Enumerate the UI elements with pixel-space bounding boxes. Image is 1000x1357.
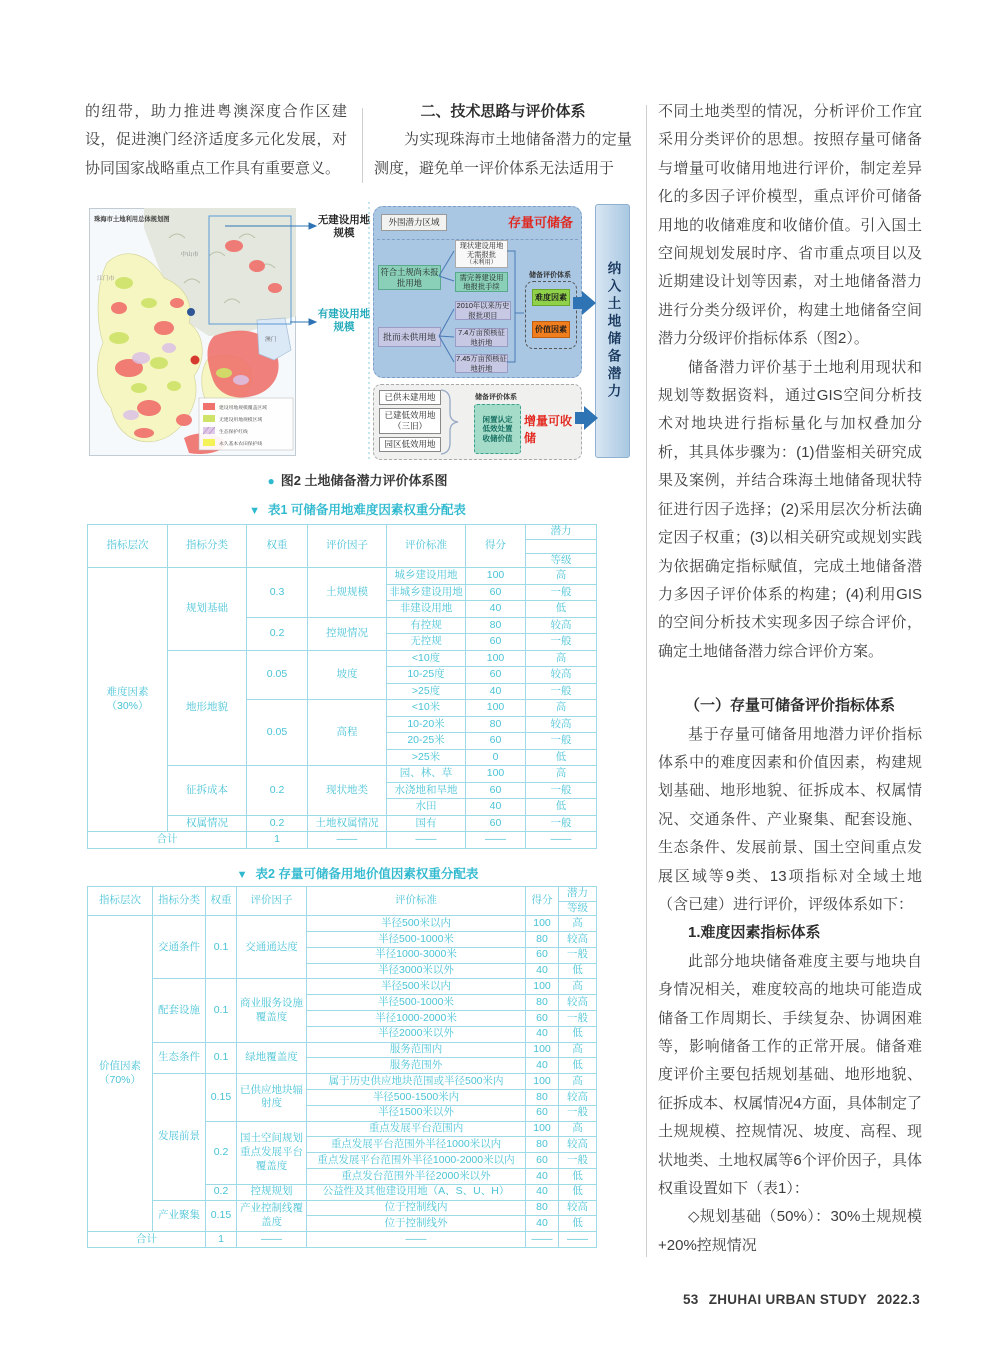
table-cell: 40 — [526, 1058, 559, 1074]
eval-system-label-stock: 储备评价体系 — [529, 272, 571, 279]
table-cell: 0.15 — [206, 1074, 237, 1121]
table-cell: 100 — [526, 1042, 559, 1058]
table-cell: 0.05 — [247, 650, 308, 700]
table-cell: 发展前景 — [153, 1074, 206, 1200]
table-cell: —— — [526, 832, 597, 849]
table-cell: 较高 — [559, 932, 597, 948]
spacer — [658, 666, 922, 692]
table-cell: 40 — [526, 1216, 559, 1232]
table-cell: 重点发展平台范围内 — [307, 1121, 526, 1137]
node-line: 闲置认定 — [482, 414, 513, 424]
table-cell: 交通通达度 — [237, 916, 307, 979]
table-cell: 城乡建设用地 — [387, 568, 466, 585]
table-row — [88, 1200, 597, 1216]
figure-2-land-reserve-evaluation — [85, 200, 630, 465]
map-title: 珠海市土地利用总体规划图 — [94, 216, 170, 223]
paragraph: 为实现珠海市土地储备潜力的定量测度，避免单一评价体系无法适用于 — [374, 131, 632, 177]
table-cell: 1 — [206, 1232, 237, 1248]
table-cell: 0.05 — [247, 700, 308, 766]
node-line: 低效处置 — [482, 424, 513, 434]
column-header: 指标层次 — [88, 525, 168, 568]
table-cell: 10-25度 — [387, 667, 466, 684]
paragraph: 基于存量可储备用地潜力评价指标体系中的难度因素和价值因素，构建规划基础、地形地貌、征拆成本、权属情况、交通条件、产业聚集、配套设施、生态条件、发展前景、国土空间重点发展区域等9类、13项指标对全域土地（含已建）进行评价，评级体系如下： — [658, 725, 922, 913]
table-cell: 地形地貌 — [168, 650, 247, 766]
table-cell: 40 — [526, 1026, 559, 1042]
eval-factors-box — [525, 281, 577, 349]
bar-label: 纳入土地储备潜力 — [605, 261, 621, 401]
table-cell: 1 — [247, 832, 308, 849]
node-line: （未利用） — [466, 259, 497, 267]
column-header: 指标分类 — [153, 887, 206, 916]
table-cell: 交通条件 — [153, 916, 206, 979]
table-cell: —— — [466, 832, 526, 849]
table-cell: 高 — [526, 650, 597, 667]
table-cell: 产业控制线覆盖度 — [237, 1200, 307, 1232]
table-cell: 低 — [559, 963, 597, 979]
column-header: 得分 — [466, 525, 526, 568]
column-header: 等级 — [526, 553, 597, 568]
legend-label: 生态保护红线 — [219, 430, 248, 435]
table-cell: 低 — [526, 749, 597, 766]
table-cell: 现状地类 — [308, 766, 387, 816]
map-label-macau: 澳门 — [265, 337, 277, 343]
text-column-1 — [85, 98, 347, 183]
table-cell: 40 — [466, 799, 526, 816]
table-cell: 80 — [466, 617, 526, 634]
table-cell: 位于控制线外 — [307, 1216, 526, 1232]
table-cell: 高 — [526, 766, 597, 783]
column-header: 评价因子 — [308, 525, 387, 568]
map-legend — [199, 398, 293, 450]
table-cell: —— — [526, 1232, 559, 1248]
paragraph: 不同土地类型的情况，分析评价工作宜采用分类评价的思想。按照存量可储备与增量可收储用地进行评价，制定差异化的多因子评价模型，重点评价可储备用地的收储难度和收储价值。引入国土空间规划发展时序、省市重点项目以及近期建设计划等因素，对土地储备潜力进行分类分级评价，构建土地储备空间潜力分级评价指标体系（图2）。 — [658, 103, 922, 348]
section-heading: 二、技术思路与评价体系 — [420, 103, 586, 120]
page-number: 53 — [683, 1292, 699, 1307]
caption-text: 图2 土地储备潜力评价体系图 — [280, 473, 448, 488]
table-cell: —— — [387, 832, 466, 849]
column-divider-left — [362, 108, 363, 183]
value-factor-node: 价值因素 — [532, 321, 570, 338]
pre-approved-745-node: 7.45万亩预核征地折地 — [456, 354, 507, 373]
table-cell: —— — [559, 1232, 597, 1248]
callout-construction-label: 有建设用地规模 — [317, 308, 371, 333]
table-cell: 半径500米以内 — [307, 916, 526, 932]
table-cell: 100 — [526, 979, 559, 995]
table-cell: —— — [307, 1232, 526, 1248]
column-header: 评价标准 — [307, 887, 526, 916]
table-cell: 较高 — [526, 617, 597, 634]
figure-caption — [85, 470, 630, 489]
table-cell: 服务范围外 — [307, 1058, 526, 1074]
table-cell: 高 — [559, 1121, 597, 1137]
table-cell: 80 — [526, 1137, 559, 1153]
paragraph: 储备潜力评价基于土地利用现状和规划等数据资料，通过GIS空间分析技术对地块进行指标量化与加权叠加分析，其具体步骤为：(1)借鉴相关研究成果及案例，并结合珠海土地储备现状特征进行因子选择；(2)采用层次分析法确定因子权重；(3)以相关研究或规划实践为依据确定指标赋值，完成土地储备潜力多因子评价体系的构建；(4)利用GIS的空间分析技术实现多因子综合评价，确定土地储备潜力综合评价方案。 — [658, 358, 922, 660]
column-header: 评价标准 — [387, 525, 466, 568]
table-cell: 60 — [526, 1011, 559, 1027]
table-cell: 0.2 — [247, 617, 308, 650]
column-header: 等级 — [559, 901, 597, 916]
table-cell: 100 — [466, 568, 526, 585]
paragraph: 的纽带，助力推进粤澳深度合作区建设，促进澳门经济适度多元化发展，对协同国家战略重点工作具有重要意义。 — [85, 103, 347, 177]
idle-disposal-value-node — [474, 404, 521, 454]
table-cell: 征拆成本 — [168, 766, 247, 816]
table-cell: 国有 — [387, 815, 466, 832]
table-cell: 60 — [526, 947, 559, 963]
table-cell: 合计 — [88, 1232, 206, 1248]
table-cell: 20-25米 — [387, 733, 466, 750]
table-cell: 低 — [559, 1169, 597, 1185]
table-cell: <10米 — [387, 700, 466, 717]
table-cell: 重点发展平台范围外半径1000-2000米以内 — [307, 1153, 526, 1169]
node-line: 现状建设用地 — [459, 241, 504, 251]
table-cell: 60 — [526, 1105, 559, 1121]
table-cell: 无控规 — [387, 634, 466, 651]
caption-bullet-icon: ● — [267, 474, 275, 488]
table-cell: 难度因素（30%） — [88, 568, 168, 832]
park-low-efficiency-node: 园区低效用地 — [379, 437, 441, 452]
table-row — [88, 979, 597, 995]
table-cell: 0 — [466, 749, 526, 766]
table-cell: 控规情况 — [308, 617, 387, 650]
issue-number: 2022.3 — [876, 1292, 920, 1307]
table-cell: 半径3000米以外 — [307, 963, 526, 979]
table-cell: 80 — [526, 995, 559, 1011]
table-cell: 一般 — [526, 634, 597, 651]
table-cell: 0.1 — [206, 979, 237, 1042]
supplied-unbuilt-node: 已供未建用地 — [379, 390, 441, 405]
paragraph: 此部分地块储备难度主要与地块自身情况相关，难度较高的地块可能造成储备工作周期长、手续复杂、协调困难等，影响储备工作的正常开展。储备难度评价主要包括规划基础、地形地貌、征拆成本、权属情况4方面，具体制定了土规规模、控规情况、坡度、高程、现状地类、土地权属等6个评价因子，具体权重设置如下（表1）： — [658, 952, 922, 1198]
table-cell: 10-20米 — [387, 716, 466, 733]
table-total-row — [88, 1232, 597, 1248]
table-cell: 40 — [526, 1169, 559, 1185]
table-cell: 土规规模 — [308, 568, 387, 618]
text-column-3 — [658, 98, 922, 1260]
table-cell: 半径500-1000米 — [307, 995, 526, 1011]
legend-label: 无建设用地规模区域 — [219, 418, 263, 423]
table2-title-text: 表2 存量可储备用地价值因素权重分配表 — [255, 867, 479, 881]
table-cell: 高程 — [308, 700, 387, 766]
table-cell: 重点发展平台范围外半径1000米以内 — [307, 1137, 526, 1153]
table-row — [88, 1074, 597, 1090]
table-cell: 较高 — [559, 1137, 597, 1153]
eval-system-label-increment: 储备评价体系 — [475, 394, 517, 401]
table-cell: 高 — [559, 979, 597, 995]
map-label-zhongshan: 中山市 — [181, 252, 199, 258]
column-header: 得分 — [526, 887, 559, 916]
built-low-efficiency-node: 已建低效用地（三旧） — [379, 408, 441, 434]
column-header: 权重 — [247, 525, 308, 568]
legend-label: 永久基本农田保护线 — [219, 442, 263, 447]
table-cell: 100 — [526, 1121, 559, 1137]
table-cell: 0.2 — [247, 766, 308, 816]
table-cell: 40 — [526, 963, 559, 979]
legend-label: 建设用地规模覆盖区域 — [219, 406, 267, 411]
table-cell: 60 — [466, 634, 526, 651]
table-cell: 生态条件 — [153, 1042, 206, 1074]
difficulty-factor-node: 难度因素 — [532, 289, 570, 306]
table-cell: 半径500米以内 — [307, 979, 526, 995]
table-cell: 坡度 — [308, 650, 387, 700]
land-reserve-potential-bar — [595, 204, 630, 458]
since-2010-node: 2010年以来历史报批项目 — [456, 301, 510, 320]
table-cell: 规划基础 — [168, 568, 247, 651]
table-cell: 有控规 — [387, 617, 466, 634]
pre-approved-74-node: 7.4万亩预核征地折地 — [455, 328, 508, 347]
table-cell: 国土空间规划重点发展平台覆盖度 — [237, 1121, 307, 1184]
journal-name: ZHUHAI URBAN STUDY — [708, 1292, 867, 1307]
table-cell: 绿地覆盖度 — [237, 1042, 307, 1074]
table-cell: —— — [237, 1232, 307, 1248]
fit-plan-unapproved-node: 符合土规尚未报批用地 — [378, 265, 441, 290]
stock-reservable-section — [373, 206, 582, 378]
triangle-marker-icon: ▼ — [249, 505, 260, 517]
column-header: 指标层次 — [88, 887, 153, 916]
table-cell: 100 — [466, 650, 526, 667]
table-cell: >25米 — [387, 749, 466, 766]
table-cell: 80 — [526, 1090, 559, 1106]
table-cell: 已供应地块辐射度 — [237, 1074, 307, 1121]
table-cell: 60 — [526, 1153, 559, 1169]
table-cell: 权属情况 — [168, 815, 247, 832]
table-cell: 100 — [526, 1074, 559, 1090]
table-cell: 重点发台范围外半径2000米以外 — [307, 1169, 526, 1185]
current-construction-node — [455, 240, 508, 268]
table-cell: 公益性及其他建设用地（A、S、U、H） — [307, 1184, 526, 1200]
table-row — [88, 568, 597, 585]
column-divider-right — [646, 105, 647, 1257]
outer-potential-zone-node: 外围潜力区域 — [381, 214, 447, 231]
value-factor-weight-table — [87, 886, 597, 1248]
page-footer — [677, 1292, 920, 1307]
table-cell: 一般 — [559, 1011, 597, 1027]
table-cell: 0.2 — [206, 1121, 237, 1184]
map-blue-marker — [187, 308, 195, 316]
table-cell: 0.2 — [206, 1184, 237, 1200]
subsection-heading: （一）存量可储备评价指标体系 — [684, 697, 895, 715]
table-cell: 高 — [559, 1042, 597, 1058]
table-row — [88, 916, 597, 932]
table2-title — [85, 864, 630, 882]
column-header: 评价因子 — [237, 887, 307, 916]
table-cell: 高 — [526, 700, 597, 717]
legend-swatch-farmland — [203, 439, 215, 446]
table-cell: 低 — [559, 1058, 597, 1074]
table-cell: 土地权属情况 — [308, 815, 387, 832]
table-cell: 商业服务设施覆盖度 — [237, 979, 307, 1042]
table-cell: 一般 — [526, 683, 597, 700]
column-header: 潜力 — [559, 887, 597, 902]
node-line: 收储价值 — [482, 433, 513, 443]
table1-title-text: 表1 可储备用地难度因素权重分配表 — [267, 503, 466, 517]
table-cell: 40 — [526, 1184, 559, 1200]
table-cell: 产业聚集 — [153, 1200, 206, 1232]
table-cell: 60 — [466, 584, 526, 601]
table-cell: 较高 — [526, 667, 597, 684]
table-cell: 半径1000-2000米 — [307, 1011, 526, 1027]
table-cell: 60 — [466, 815, 526, 832]
table-cell: 一般 — [526, 584, 597, 601]
table-cell: 60 — [466, 782, 526, 799]
table-cell: 位于控制线内 — [307, 1200, 526, 1216]
table-cell: 100 — [466, 700, 526, 717]
table-cell: 水田 — [387, 799, 466, 816]
table-cell: 40 — [466, 601, 526, 618]
table-cell: 低 — [559, 1216, 597, 1232]
column-header: 权重 — [206, 887, 237, 916]
table-cell: 高 — [559, 916, 597, 932]
callout-no-construction-label: 无建设用地规模 — [317, 214, 371, 239]
table-cell: 价值因素（70%） — [88, 916, 153, 1232]
table-row — [88, 1042, 597, 1058]
paragraph: ◇规划基础（50%）：30%土规规模+20%控规情况 — [658, 1208, 922, 1254]
approved-unsupplied-node: 批而未供用地 — [378, 327, 441, 347]
difficulty-factor-weight-table — [87, 524, 597, 849]
table-cell: 较高 — [559, 995, 597, 1011]
legend-swatch-built — [203, 403, 215, 410]
perfect-approval-node: 需完善建设用地报批手续 — [455, 272, 508, 292]
stock-section-title: 存量可储备 — [507, 215, 573, 230]
table-cell: 一般 — [559, 947, 597, 963]
table-cell: 较高 — [559, 1200, 597, 1216]
table-cell: 控规规划 — [237, 1184, 307, 1200]
table-cell: 低 — [526, 601, 597, 618]
subsection-heading: 1.难度因素指标体系 — [688, 924, 821, 942]
legend-swatch-nobuild — [203, 415, 215, 422]
table-cell: 100 — [526, 916, 559, 932]
map-label-jiangmen: 江门市 — [97, 276, 115, 282]
table-cell: 80 — [466, 716, 526, 733]
table-cell: 半径2000米以外 — [307, 1026, 526, 1042]
triangle-marker-icon: ▼ — [236, 869, 248, 881]
text-column-2 — [374, 98, 632, 183]
table-cell: 0.3 — [247, 568, 308, 618]
table-cell: 80 — [526, 1200, 559, 1216]
table-cell: 较高 — [559, 1090, 597, 1106]
table-cell: 高 — [526, 568, 597, 585]
map-red-marker — [191, 356, 200, 365]
table-cell: 一般 — [559, 1153, 597, 1169]
table-cell: 一般 — [526, 815, 597, 832]
column-header — [526, 539, 597, 553]
table-cell: 一般 — [526, 733, 597, 750]
table-cell: <10度 — [387, 650, 466, 667]
table-total-row — [88, 832, 597, 849]
table-cell: 高 — [559, 1074, 597, 1090]
table-cell: —— — [308, 832, 387, 849]
column-header: 潜力 — [526, 525, 597, 540]
legend-swatch-eco — [203, 427, 215, 434]
increment-section-title: 增量可收储 — [524, 414, 573, 445]
table-cell: 半径500-1500米内 — [307, 1090, 526, 1106]
table-cell: 低 — [526, 799, 597, 816]
table1-title — [85, 500, 630, 518]
table-cell: 较高 — [526, 716, 597, 733]
table-cell: 低 — [559, 1184, 597, 1200]
zhuhai-landuse-map — [89, 208, 296, 456]
table-cell: 0.2 — [247, 815, 308, 832]
table-cell: 低 — [559, 1026, 597, 1042]
table-cell: 半径500-1000米 — [307, 932, 526, 948]
table-cell: 水浇地和旱地 — [387, 782, 466, 799]
table-cell: 60 — [466, 733, 526, 750]
table-cell: 0.1 — [206, 1042, 237, 1074]
table-cell: 非建设用地 — [387, 601, 466, 618]
table-cell: >25度 — [387, 683, 466, 700]
table-cell: 一般 — [559, 1105, 597, 1121]
increment-recoverable-section — [373, 384, 582, 460]
table-cell: 0.15 — [206, 1200, 237, 1232]
table-cell: 0.1 — [206, 916, 237, 979]
table-cell: 非城乡建设用地 — [387, 584, 466, 601]
table-cell: 园、林、草 — [387, 766, 466, 783]
table-cell: 半径1000-3000米 — [307, 947, 526, 963]
table-cell: 一般 — [526, 782, 597, 799]
table-cell: 服务范围内 — [307, 1042, 526, 1058]
table-cell: 属于历史供应地块范围或半径500米内 — [307, 1074, 526, 1090]
node-line: 无需报批 — [466, 250, 497, 260]
table-cell: 40 — [466, 683, 526, 700]
table-cell: 半径1500米以外 — [307, 1105, 526, 1121]
table-cell: 100 — [466, 766, 526, 783]
table-cell: 60 — [466, 667, 526, 684]
table-cell: 配套设施 — [153, 979, 206, 1042]
table-cell: 合计 — [88, 832, 247, 849]
column-header: 指标分类 — [168, 525, 247, 568]
table-cell: 80 — [526, 932, 559, 948]
